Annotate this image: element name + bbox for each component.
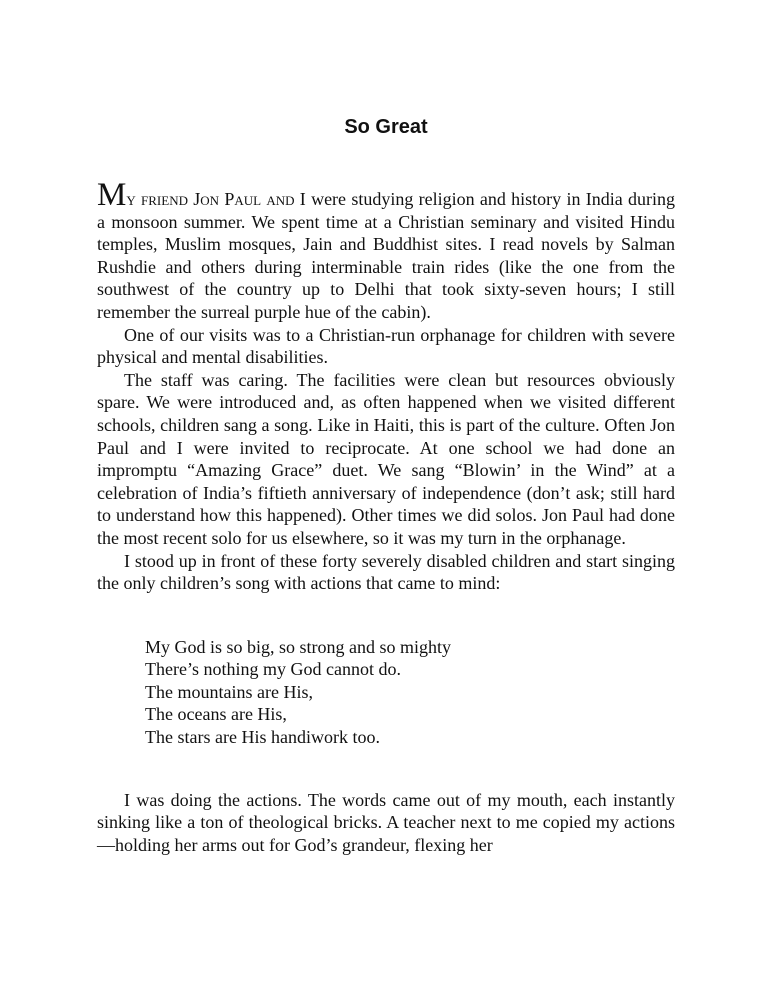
verse-line: The stars are His handiwork too. bbox=[145, 727, 380, 748]
verse-line: There’s nothing my God cannot do. bbox=[145, 659, 401, 680]
opening-small-caps: y friend Jon Paul and bbox=[126, 189, 295, 209]
chapter-title: So Great bbox=[344, 116, 428, 138]
opening-paragraph bbox=[97, 177, 675, 324]
verse-line: My God is so big, so strong and so mighty bbox=[145, 636, 452, 657]
chapter-body bbox=[97, 177, 675, 856]
drop-cap: M bbox=[97, 177, 127, 213]
verse-line: The oceans are His, bbox=[145, 704, 287, 725]
verse-line: The mountains are His, bbox=[145, 681, 313, 702]
opening-text: I were studying religion and history in India during a monsoon summer. We spent time at a Christian seminary and visited Hindu temples, Muslim mosques, Jain and Buddhist sites. I read novels by Salman Rushdie and others during interminable train rides (like the one from the southwest of the country up to Delhi that took sixty-seven hours; I still remember the surreal purple hue of the cabin). bbox=[97, 189, 675, 322]
song-verse bbox=[145, 636, 675, 749]
closing-paragraph: I was doing the actions. The words came out of my mouth, each instantly sinking like a ton of theological bricks. A teacher next to me copied my actions—holding her arms out for God’s grandeur, flexing her bbox=[97, 789, 675, 855]
paragraph: The staff was caring. The facilities were clean but resources obviously spare. We were introduced and, as often happened when we visited different schools, children sang a song. Like in Haiti, this is part of the culture. Often Jon Paul and I were invited to reciprocate. At one school we had done an impromptu “Amazing Grace” duet. We sang “Blowin’ in the Wind” at a celebration of India’s fiftieth anniversary of independence (don’t ask; still hard to understand how this happened). Other times we did solos. Jon Paul had done the most recent solo for us elsewhere, so it was my turn in the orphanage. bbox=[97, 369, 675, 548]
paragraph: I stood up in front of these forty severely disabled children and start singing the only children’s song with actions that came to mind: bbox=[97, 550, 675, 594]
paragraph: One of our visits was to a Christian-run orphanage for children with severe physical and mental disabilities. bbox=[97, 324, 675, 368]
